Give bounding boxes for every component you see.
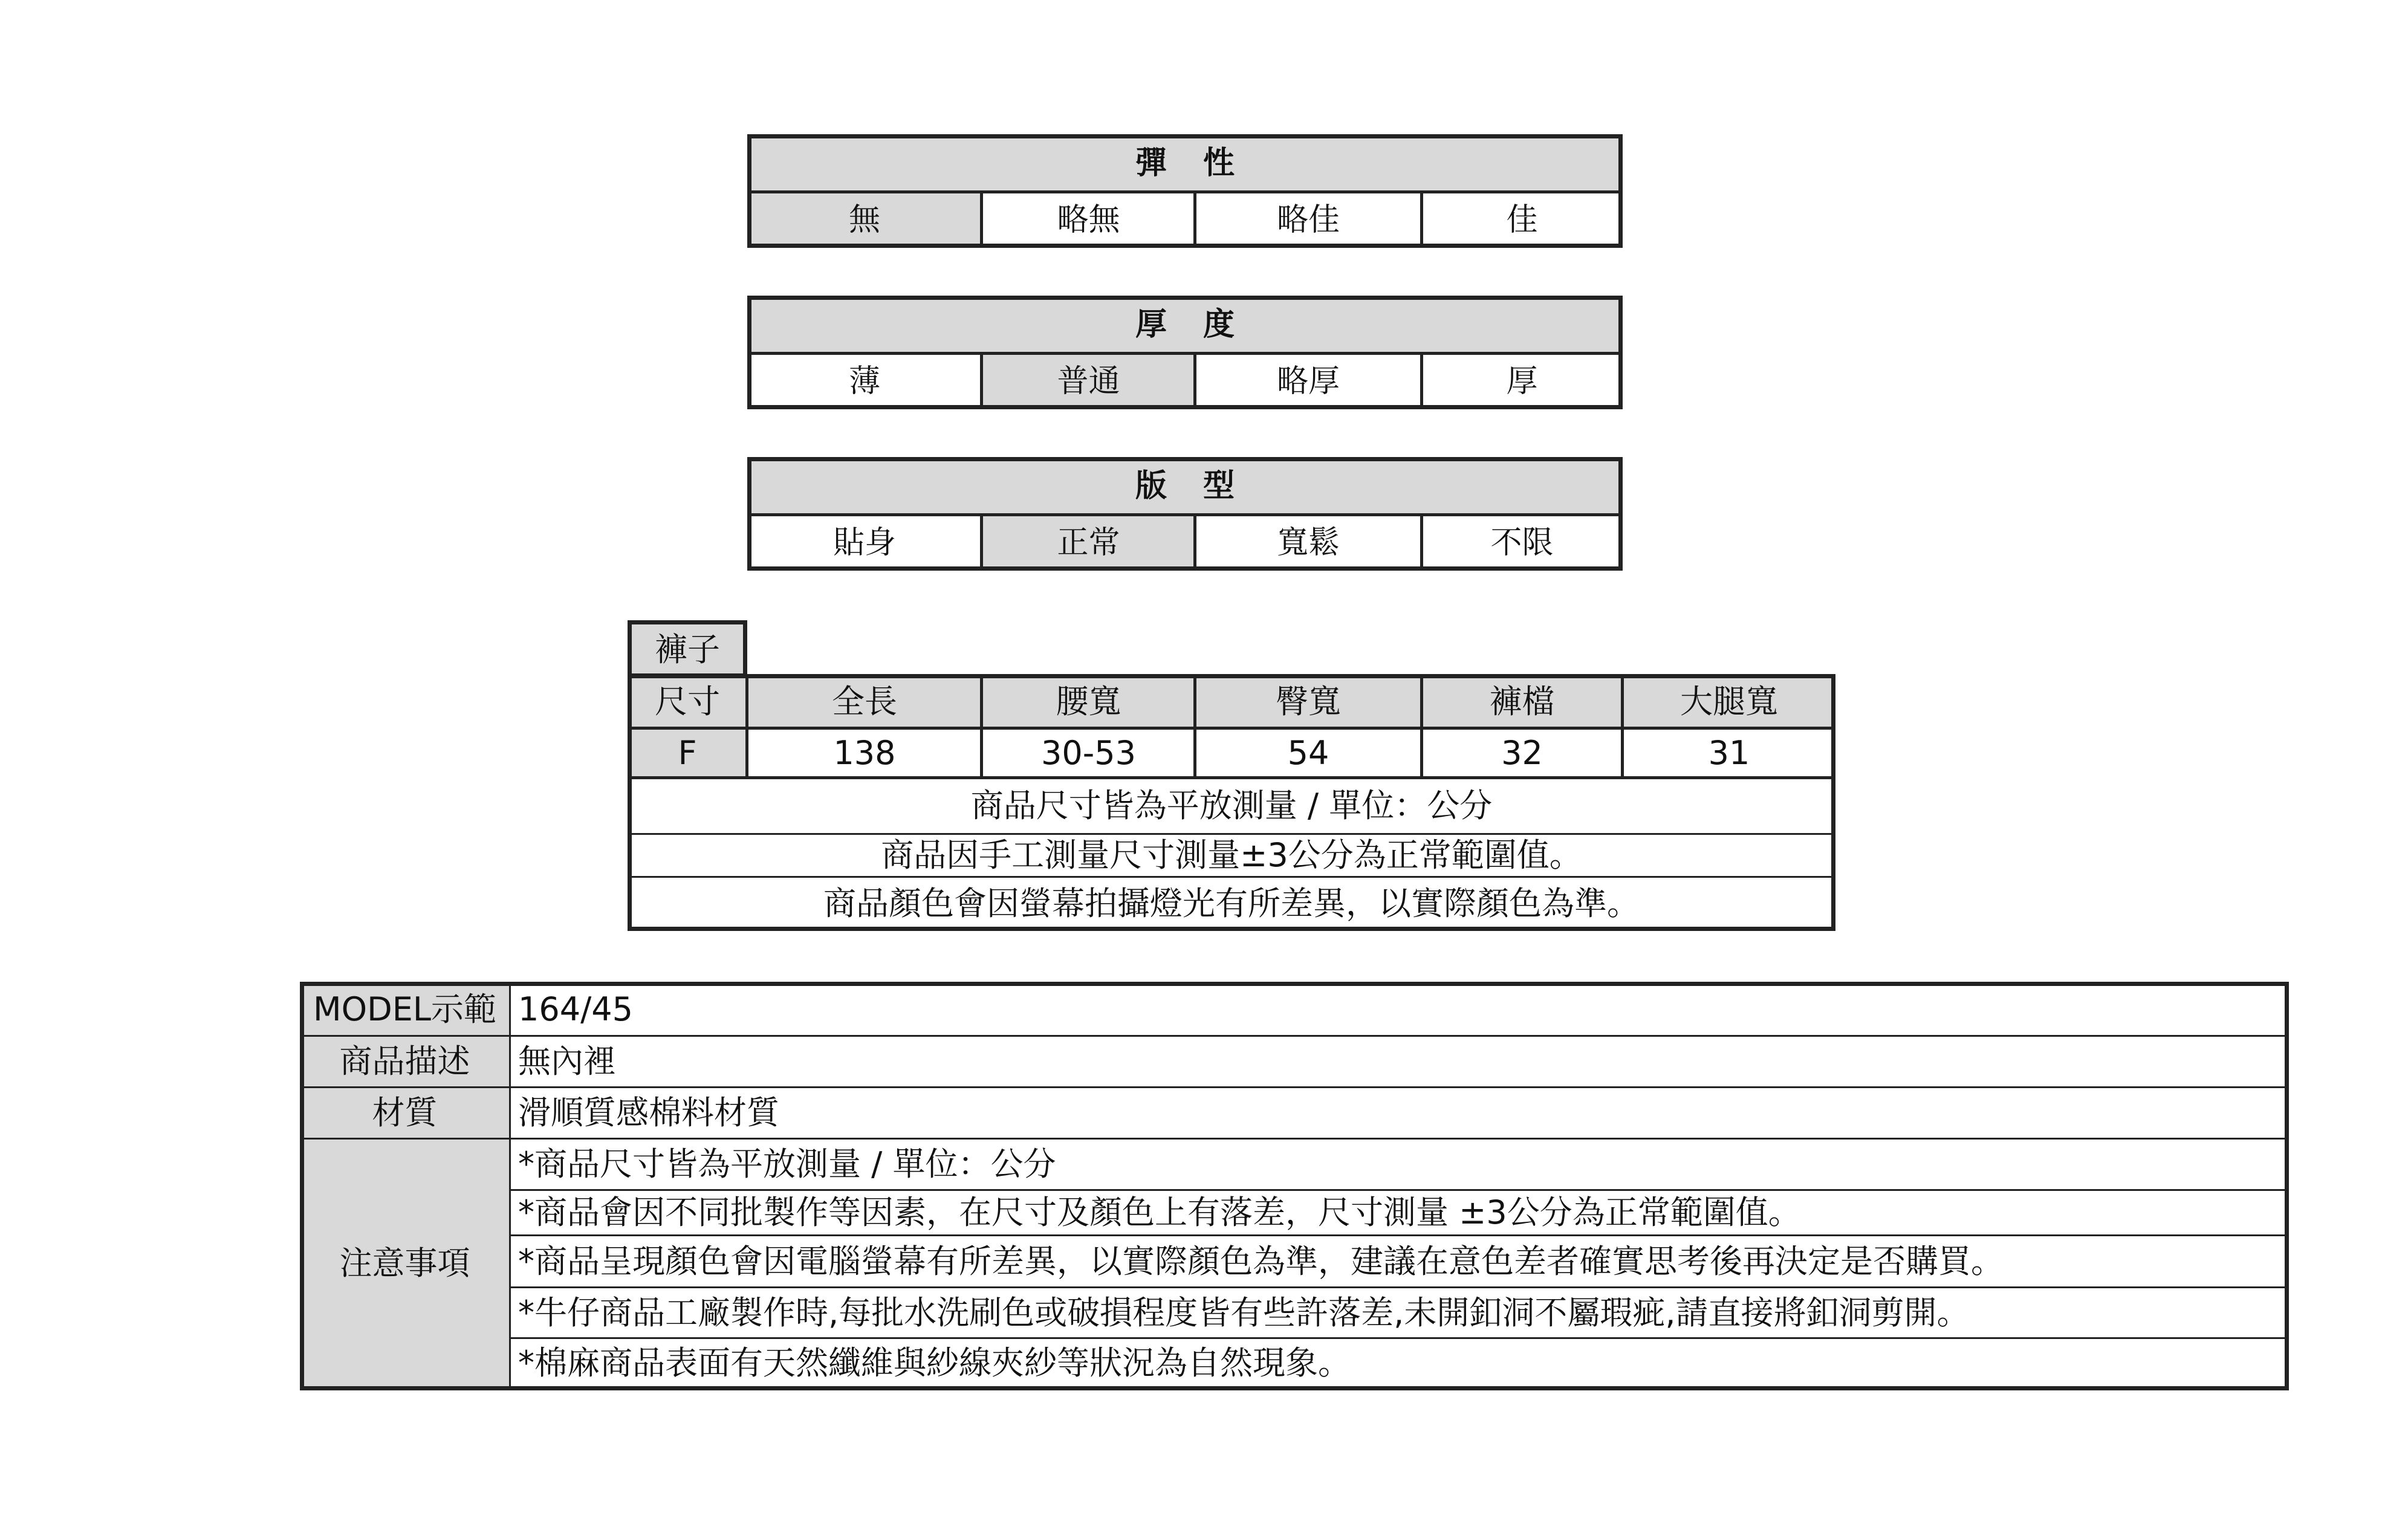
size-value-hip: 54 [1287, 734, 1329, 772]
description-label: 商品描述 [339, 1042, 470, 1080]
size-value-waist: 30-53 [1041, 734, 1136, 772]
thickness-option-slightly-thick: 略厚 [1276, 363, 1340, 400]
size-value-thigh: 31 [1708, 734, 1750, 772]
size-header-hip: 臀寬 [1276, 683, 1341, 721]
model-label: MODEL示範 [313, 990, 496, 1028]
size-header-rise: 褲檔 [1489, 683, 1555, 721]
thickness-option-normal: 普通 [1057, 363, 1120, 400]
elasticity-option-slightly-good: 略佳 [1276, 202, 1340, 238]
fit-option-any: 不限 [1490, 525, 1554, 561]
size-header-thigh: 大腿寬 [1680, 683, 1778, 721]
size-header-size: 尺寸 [655, 683, 720, 721]
elasticity-option-slight-none: 略無 [1057, 202, 1120, 238]
size-table-category: 褲子 [655, 631, 720, 669]
elasticity-option-none: 無 [848, 202, 880, 238]
description-value: 無內裡 [518, 1042, 616, 1080]
size-header-waist: 腰寬 [1056, 683, 1121, 721]
thickness-option-thick: 厚 [1506, 363, 1538, 400]
size-header-length: 全長 [832, 683, 897, 721]
notice-item: *商品尺寸皆為平放測量 / 單位：公分 [518, 1145, 1056, 1183]
fit-option-regular: 正常 [1057, 525, 1120, 561]
notice-item: *商品呈現顏色會因電腦螢幕有所差異，以實際顏色為準，建議在意色差者確實思考後再決定是否購買。 [518, 1242, 2004, 1280]
notice-item: *棉麻商品表面有天然纖維與紗線夾紗等狀況為自然現象。 [518, 1344, 1351, 1382]
notice-label: 注意事項 [339, 1244, 470, 1282]
elasticity-title: 彈性 [1135, 145, 1271, 181]
elasticity-option-good: 佳 [1506, 202, 1538, 238]
thickness-title: 厚度 [1135, 306, 1271, 343]
thickness-option-thin: 薄 [848, 363, 880, 400]
notice-item: *牛仔商品工廠製作時,每批水洗刷色或破損程度皆有些許落差,未開釦洞不屬瑕疵,請直接將釦洞剪開。 [518, 1293, 1970, 1332]
size-value-rise: 32 [1501, 734, 1543, 772]
size-note-measurement: 商品尺寸皆為平放測量 / 單位：公分 [970, 786, 1493, 825]
model-value: 164/45 [518, 990, 633, 1028]
size-note-color: 商品顏色會因螢幕拍攝燈光有所差異，以實際顏色為準。 [823, 884, 1640, 923]
fit-option-tight: 貼身 [832, 525, 896, 561]
fit-title: 版型 [1135, 468, 1271, 504]
fit-option-loose: 寬鬆 [1276, 525, 1340, 561]
size-value-label: F [678, 734, 697, 772]
material-label: 材質 [372, 1094, 438, 1132]
size-note-tolerance: 商品因手工測量尺寸測量±3公分為正常範圍值。 [881, 836, 1582, 874]
notice-item: *商品會因不同批製作等因素，在尺寸及顏色上有落差，尺寸測量 ±3公分為正常範圍值。 [518, 1193, 1801, 1231]
size-value-length: 138 [833, 734, 896, 772]
material-value: 滑順質感棉料材質 [518, 1094, 779, 1132]
